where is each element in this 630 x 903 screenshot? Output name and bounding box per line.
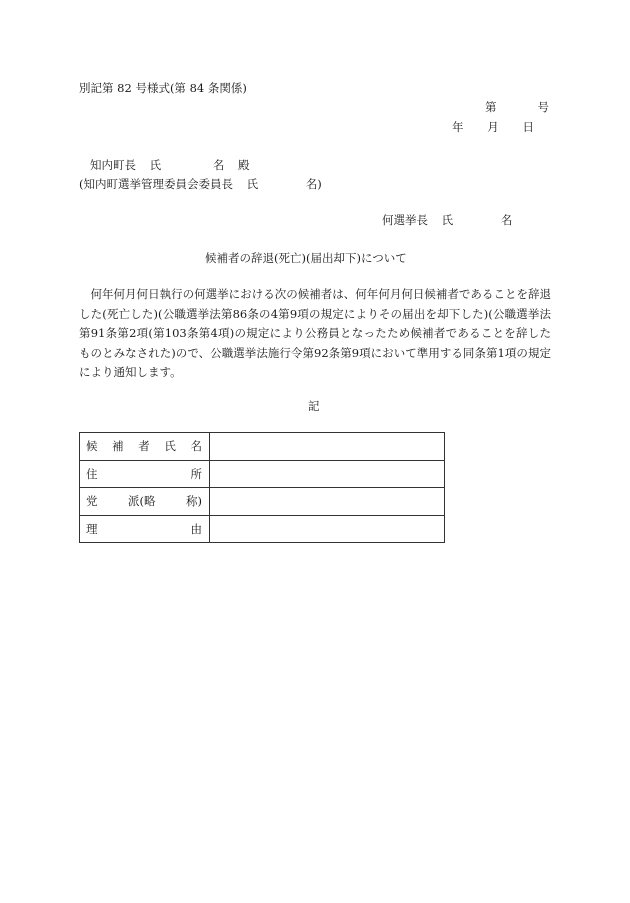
party-field[interactable] [210,488,445,516]
addressee-mayor-honorific: 殿 [237,158,250,172]
label-char: 名 [190,439,202,454]
row-label-candidate-name [80,433,210,461]
label-char: 氏 [164,439,176,454]
candidate-name-field[interactable] [210,433,445,461]
sender-mei: 名 [500,213,513,227]
table-row [80,515,445,543]
ki-marker: 記 [308,399,320,413]
candidate-info-table [79,432,445,543]
date-day: 日 [522,120,534,134]
date-year: 年 [452,120,464,134]
table-row [80,488,445,516]
document-number [485,99,549,115]
addressee-mayor [90,157,249,173]
document-date [452,119,534,135]
sender [382,212,512,228]
label-char: 所 [190,466,202,481]
addressee-committee-mei: 名) [305,177,322,191]
body-paragraph: 何年何月何日執行の何選挙における次の候補者は、何年何月何日候補者であることを辞退した(死亡した)(公職選挙法第86条の4第9項の規定によりその届出を却下した)(公職選挙法第91条第2項(第103条第4項)の規定により公務員となったため候補者であることを辞した ものとみなされた)ので、公職選挙法施行令第92条第9項において準用する同条第1項の規定により通知します。 [79,287,551,379]
addressee-committee-shi: 氏 [246,177,259,191]
label-char: 者 [138,439,150,454]
row-label-reason [80,515,210,543]
addressee-election-committee [79,176,322,192]
row-label-address [80,460,210,488]
document-subject: 候補者の辞退(死亡)(届出却下)について [205,251,407,265]
label-char: 由 [190,521,202,536]
label-char: 理 [86,521,98,536]
addressee-committee-title: (知内町選挙管理委員会委員長 [79,177,233,191]
label-char: 称) [186,494,202,509]
addressee-mayor-mei: 名 [212,158,225,172]
label-char: 補 [112,439,124,454]
date-month: 月 [487,120,499,134]
label-char: 党 [86,494,98,509]
document-number-prefix: 第 [485,100,497,114]
table-row [80,433,445,461]
sender-title: 何選挙長 [382,213,428,227]
label-char: 派(略 [128,494,156,509]
document-number-suffix: 号 [537,100,549,114]
addressee-mayor-shi: 氏 [149,158,162,172]
table-row [80,460,445,488]
form-number: 別記第 82 号様式(第 84 条関係) [79,81,247,95]
label-char: 候 [86,439,98,454]
reason-field[interactable] [210,515,445,543]
addressee-mayor-title: 知内町長 [90,158,136,172]
row-label-party [80,488,210,516]
label-char: 住 [86,466,98,481]
sender-shi: 氏 [441,213,454,227]
address-field[interactable] [210,460,445,488]
